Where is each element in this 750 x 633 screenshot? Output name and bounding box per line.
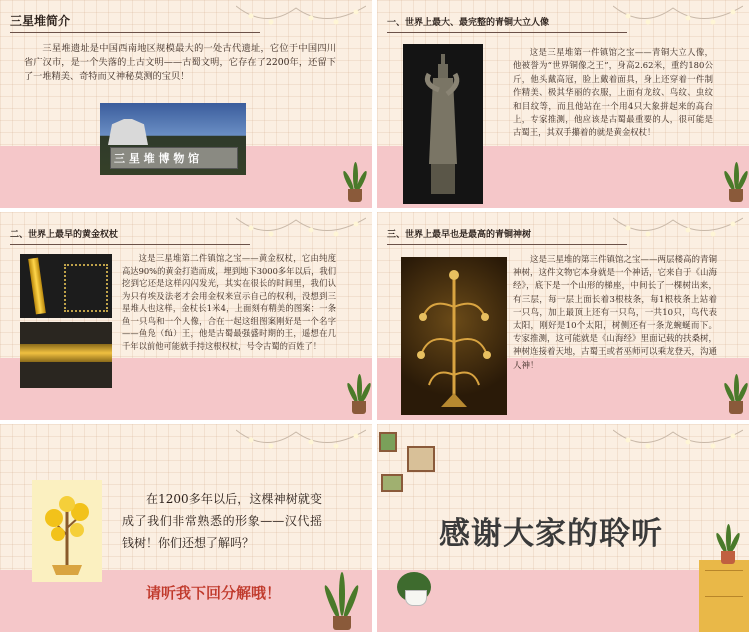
- string-lights-decoration: [613, 424, 743, 464]
- gold-scepter-text: 这是三星堆第二件镇馆之宝——黄金权杖，它由纯度高达90%的黄金打造而成，埋到地下3000多年以后，我们挖到它还是这样闪闪发光，其实在很长的时间里，我们认为只有埃及法老才会用金权来宣示自己的权利，没想到三星堆人也这样，金杖长1米4，上面刻有精美的图案：一条鱼一只鸟和一个人像，合在一起这组图案刚好是一个名字——鱼凫（fú）王，他是古蜀最强盛时期的王，遥想在几千年以前他可能就手持这根权杖，号令古蜀的百姓了！: [122, 253, 336, 351]
- museum-photo: [100, 103, 246, 175]
- title-rule: [387, 32, 627, 33]
- slide-title: 三星堆简介: [10, 14, 71, 28]
- potted-plant-icon: [717, 524, 739, 564]
- bronze-tree-icon: [401, 257, 507, 415]
- bronze-tree-photo: [401, 257, 507, 415]
- string-lights-decoration: [236, 0, 366, 40]
- potted-plant-icon: [326, 572, 356, 630]
- money-tree-card: [32, 480, 102, 582]
- slide-bronze-figure[interactable]: [377, 0, 749, 208]
- string-lights-decoration: [236, 424, 366, 464]
- slide-title: 三、世界上最早也是最高的青铜神树: [387, 230, 532, 240]
- gold-scepter-photo-top: [20, 254, 112, 318]
- slide-money-tree[interactable]: [0, 424, 372, 632]
- potted-plant-icon: [725, 374, 747, 414]
- plant-teacup-decoration: [391, 564, 443, 614]
- money-tree-icon: [32, 480, 102, 582]
- side-table-icon: [699, 560, 749, 632]
- title-rule: [387, 244, 627, 245]
- cta-text: 请听我下回分解哦！: [146, 584, 282, 602]
- slide-bronze-tree[interactable]: [377, 212, 749, 420]
- string-lights-decoration: [613, 212, 743, 252]
- picture-frame-icon: [381, 474, 403, 492]
- slide-thanks[interactable]: [377, 424, 749, 632]
- title-rule: [10, 244, 250, 245]
- museum-gate: [108, 119, 148, 145]
- slide-gold-scepter[interactable]: [0, 212, 372, 420]
- thanks-text: 感谢大家的聆听: [439, 516, 663, 552]
- slide-title: 一、世界上最大、最完整的青铜大立人像: [387, 18, 550, 28]
- potted-plant-icon: [348, 374, 370, 414]
- slide-title: 二、世界上最早的黄金权杖: [10, 230, 119, 240]
- bronze-figure-text: 这是三星堆第一件镇馆之宝——青铜大立人像，他被誉为“世界铜像之王”，身高2.62米，重约180公斤，他头戴高冠，脸上戴着面具，身上还穿着一件制作精美、极其华丽的衣服，上面有龙纹、鸟纹、虫纹和目纹等，而且他站在一个用4只大象拼起来的高台上，专家推测，他应该是古蜀最重要的人，很可能是古蜀王，其双手攥着的就是黄金权杖！: [513, 47, 713, 138]
- museum-sign-text: 三 星 堆 博 物 馆: [114, 152, 200, 165]
- money-tree-text: 在1200多年以后，这棵神树就变成了我们非常熟悉的形象——汉代摇钱树！你们还想了解吗？: [122, 492, 322, 550]
- picture-frame-icon: [379, 432, 397, 452]
- picture-frame-icon: [407, 446, 435, 472]
- bronze-statue-icon: [403, 44, 483, 204]
- potted-plant-icon: [344, 162, 366, 202]
- potted-plant-icon: [725, 162, 747, 202]
- title-rule: [10, 32, 260, 33]
- string-lights-decoration: [236, 212, 366, 252]
- bronze-figure-photo: [403, 44, 483, 204]
- slide-intro[interactable]: [0, 0, 372, 208]
- bronze-tree-text: 这是三星堆的第三件镇馆之宝——两层楼高的青铜神树，这件文物它本身就是一个神话，它来自于《山海经》，底下是一个山形的梯座，中间长了一棵树出来，有三层，每一层上面长着3根枝条，每1根枝条上站着一只鸟，加上最顶上还有一只鸟，一共10只，鸟代表太阳，刚好是10个太阳，树侧还有一条龙蜿蜒而下。专家推测，这可能就是《山海经》里面记载的扶桑树，神树连接着天地，古蜀王或者巫师可以乘龙登天，沟通人神！: [513, 255, 718, 371]
- intro-text: 三星堆遗址是中国西南地区规模最大的一处古代遗址，它位于中国四川省广汉市，是一个失落的上古文明——古蜀文明，它存在了2200年，还留下了一堆精美、奇特而又神秘莫测的宝贝！: [24, 43, 336, 82]
- gold-scepter-photo-bottom: [20, 322, 112, 388]
- string-lights-decoration: [613, 0, 743, 40]
